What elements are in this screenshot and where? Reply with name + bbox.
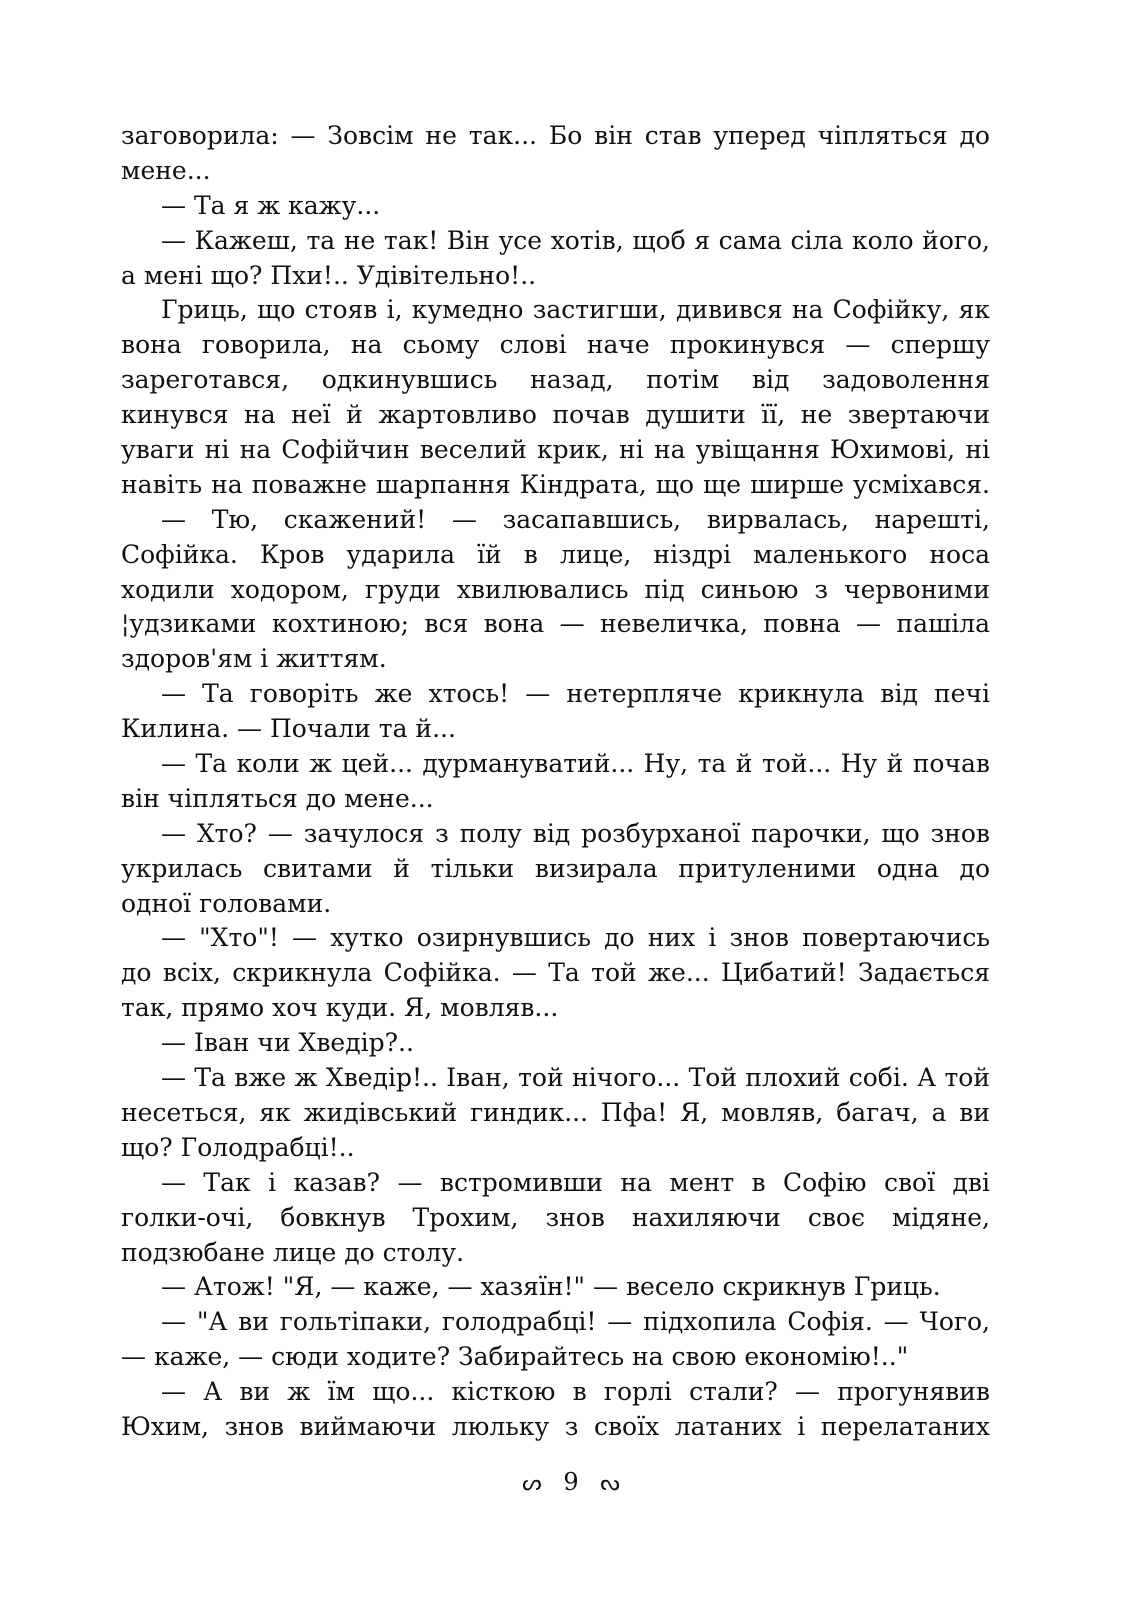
- ornament-right-icon: ᔓ: [600, 1471, 620, 1496]
- text-line: Софійка. Кров ударила їй в лице, ніздрі маленького носа: [121, 539, 990, 569]
- text-line: Гриць, що стояв і, кумедно застигши, дивився на Софійку, як: [161, 295, 990, 325]
- text-line: — Та я ж кажу...: [161, 190, 381, 220]
- page-body: [121, 119, 990, 1445]
- text-line: несеться, як жидівський гиндик... Пфа! Я, мовляв, багач, а ви: [121, 1097, 990, 1127]
- text-line: вона говорила, на сьому слові наче прокинувся — спершу: [121, 330, 990, 360]
- text-line: — Так і казав? — встромивши на мент в Софію свої дві: [161, 1167, 990, 1197]
- page-number: 9: [563, 1468, 579, 1496]
- ornament-left-icon: ᔕ: [522, 1471, 542, 1496]
- text-line: уваги ні на Софійчин веселий крик, ні на увіщання Юхимові, ні: [121, 435, 990, 465]
- text-line: а мені що? Пхи!.. Удівітельно!..: [121, 260, 537, 290]
- text-line: він чіпляться до мене...: [121, 783, 434, 813]
- text-line: — каже, — сюди ходите? Забирайтесь на свою економію!..": [121, 1342, 909, 1372]
- text-line: — "А ви гольтіпаки, голодрабці! — підхопила Софія. — Чого,: [161, 1307, 990, 1337]
- text-line: — "Хто"! — хутко озирнувшись до них і знов повертаючись: [161, 923, 990, 953]
- text-line: мене...: [121, 155, 211, 185]
- text-line: — Та вже ж Хведір!.. Іван, той нічого... Той плохий собі. А той: [161, 1063, 990, 1093]
- text-line: — Атож! "Я, — каже, — хазяїн!" — весело скрикнув Гриць.: [161, 1272, 941, 1302]
- text-line: — Та коли ж цей... дурмануватий... Ну, та й той... Ну й почав: [161, 749, 990, 779]
- text-line: що? Голодрабці!..: [121, 1132, 355, 1162]
- text-line: — Тю, скажений! — засапавшись, вирвалась, нарешті,: [161, 504, 990, 534]
- text-line: навіть на поважне шарпання Кіндрата, що ще ширше усміхався.: [121, 469, 990, 499]
- text-line: одної головами.: [121, 888, 332, 918]
- text-line: — Хто? — зачулося з полу від розбурханої парочки, що знов: [161, 818, 990, 848]
- text-line: до всіх, скрикнула Софійка. — Та той же... Цибатий! Задається: [121, 958, 990, 988]
- text-line: укрилась свитами й тільки визирала притуленими одна до: [121, 853, 990, 883]
- text-line: ¦удзиками кохтиною; вся вона — невеличка, повна — пашіла: [121, 609, 990, 639]
- text-line: заговорила: — Зовсім не так... Бо він став уперед чіпляться до: [121, 121, 990, 150]
- text-line: — А ви ж їм що... кісткою в горлі стали? — прогунявив: [161, 1377, 990, 1407]
- text-line: подзюбане лице до столу.: [121, 1237, 465, 1267]
- text-line: — Кажеш, та не так! Він усе хотів, щоб я сама сіла коло його,: [161, 225, 990, 255]
- page-footer: [0, 1468, 1142, 1496]
- text-line: — Іван чи Хведір?..: [161, 1028, 414, 1058]
- text-line: голки-очі, бовкнув Трохим, знов нахиляючи своє мідяне,: [121, 1202, 990, 1232]
- text-line: ходили ходором, груди хвилювались під синьою з червоними: [121, 574, 990, 604]
- text-line: здоров'ям і життям.: [121, 644, 387, 674]
- text-line: Юхим, знов виймаючи люльку з своїх латаних і перелатаних: [121, 1411, 990, 1441]
- text-line: — Та говоріть же хтось! — нетерпляче крикнула від печі: [161, 679, 990, 709]
- text-line: кинувся на неї й жартовливо почав душити її, не звертаючи: [121, 400, 990, 430]
- text-line: Килина. — Почали та й...: [121, 714, 456, 744]
- text-line: так, прямо хоч куди. Я, мовляв...: [121, 993, 559, 1023]
- text-line: зареготався, одкинувшись назад, потім від задоволення: [121, 365, 990, 395]
